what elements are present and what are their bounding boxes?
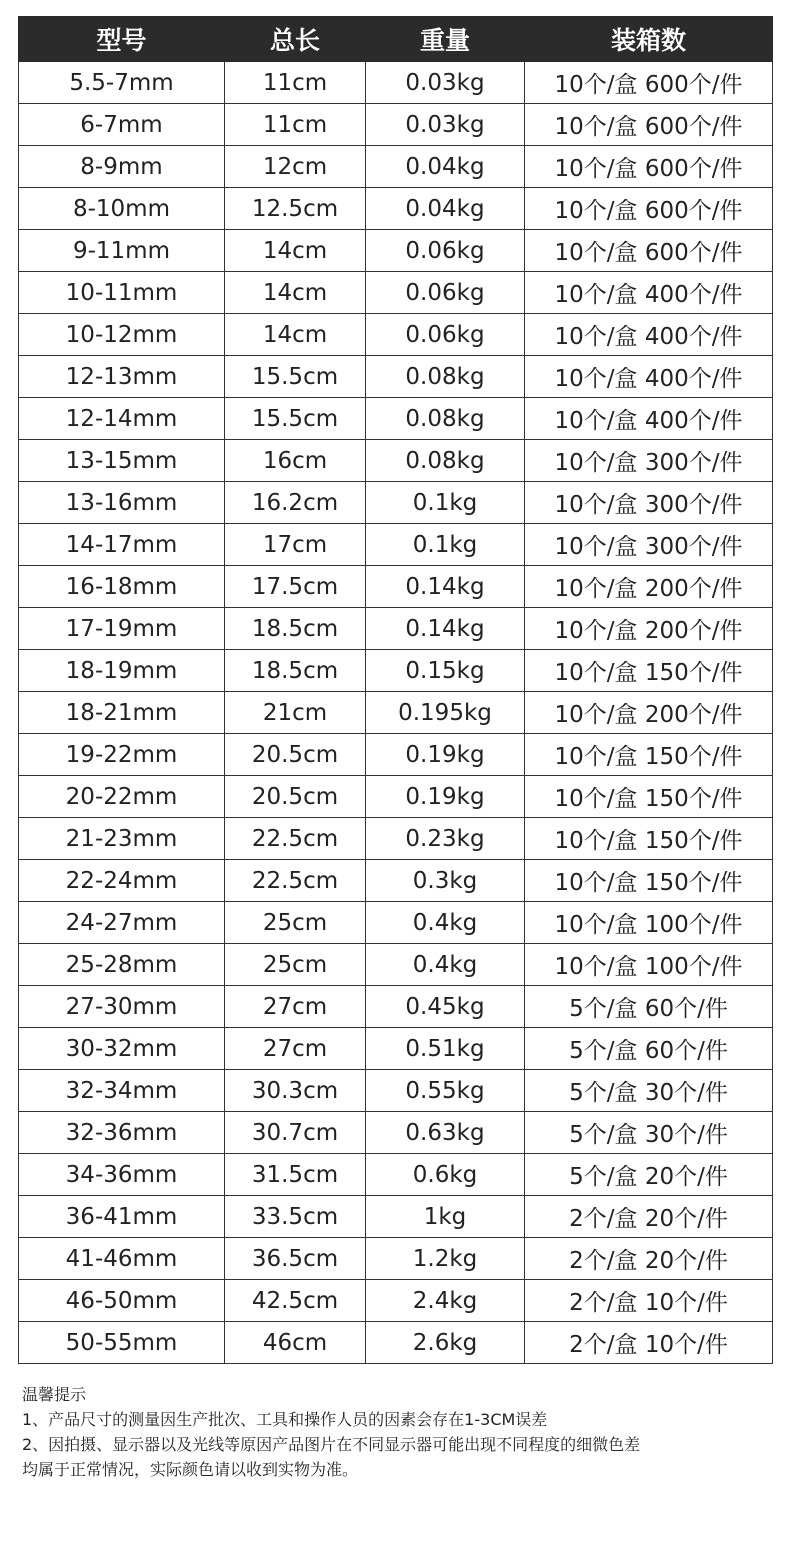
header-length: 总长 <box>225 17 366 62</box>
table-row <box>19 566 773 608</box>
table-row <box>19 1070 773 1112</box>
cell-length: 30.3cm <box>225 1070 366 1112</box>
cell-model: 16-18mm <box>19 566 225 608</box>
cell-packing: 10个/盒 600个/件 <box>525 230 773 272</box>
cell-weight: 0.08kg <box>366 440 525 482</box>
header-model: 型号 <box>19 17 225 62</box>
cell-packing: 10个/盒 150个/件 <box>525 734 773 776</box>
table-row <box>19 818 773 860</box>
table-body <box>19 62 773 1364</box>
table-row <box>19 734 773 776</box>
cell-weight: 0.03kg <box>366 62 525 104</box>
cell-packing: 10个/盒 200个/件 <box>525 692 773 734</box>
cell-weight: 0.6kg <box>366 1154 525 1196</box>
cell-length: 27cm <box>225 1028 366 1070</box>
cell-length: 22.5cm <box>225 818 366 860</box>
cell-packing: 10个/盒 150个/件 <box>525 818 773 860</box>
cell-model: 12-14mm <box>19 398 225 440</box>
notes-line-3: 均属于正常情况，实际颜色请以收到实物为准。 <box>22 1460 359 1479</box>
cell-weight: 0.08kg <box>366 398 525 440</box>
table-row <box>19 272 773 314</box>
cell-model: 8-10mm <box>19 188 225 230</box>
cell-weight: 0.45kg <box>366 986 525 1028</box>
cell-length: 30.7cm <box>225 1112 366 1154</box>
cell-model: 5.5-7mm <box>19 62 225 104</box>
cell-weight: 0.06kg <box>366 314 525 356</box>
cell-packing: 5个/盒 60个/件 <box>525 986 773 1028</box>
cell-length: 20.5cm <box>225 776 366 818</box>
cell-packing: 5个/盒 20个/件 <box>525 1154 773 1196</box>
table-row <box>19 1112 773 1154</box>
cell-packing: 10个/盒 400个/件 <box>525 314 773 356</box>
cell-packing: 10个/盒 100个/件 <box>525 902 773 944</box>
cell-model: 10-11mm <box>19 272 225 314</box>
table-row <box>19 776 773 818</box>
cell-model: 36-41mm <box>19 1196 225 1238</box>
notes-line-1: 1、产品尺寸的测量因生产批次、工具和操作人员的因素会存在1-3CM误差 <box>22 1410 548 1429</box>
table-row <box>19 230 773 272</box>
cell-length: 12.5cm <box>225 188 366 230</box>
cell-length: 14cm <box>225 314 366 356</box>
cell-packing: 10个/盒 400个/件 <box>525 398 773 440</box>
cell-model: 21-23mm <box>19 818 225 860</box>
table-row <box>19 1028 773 1070</box>
cell-weight: 0.14kg <box>366 608 525 650</box>
table-row <box>19 1280 773 1322</box>
table-row <box>19 356 773 398</box>
cell-model: 46-50mm <box>19 1280 225 1322</box>
cell-packing: 10个/盒 400个/件 <box>525 356 773 398</box>
cell-length: 17.5cm <box>225 566 366 608</box>
cell-model: 32-34mm <box>19 1070 225 1112</box>
header-weight: 重量 <box>366 17 525 62</box>
cell-packing: 10个/盒 100个/件 <box>525 944 773 986</box>
table-row <box>19 608 773 650</box>
cell-packing: 5个/盒 30个/件 <box>525 1070 773 1112</box>
cell-packing: 10个/盒 300个/件 <box>525 524 773 566</box>
table-row <box>19 314 773 356</box>
cell-weight: 0.15kg <box>366 650 525 692</box>
cell-packing: 10个/盒 300个/件 <box>525 482 773 524</box>
cell-weight: 0.51kg <box>366 1028 525 1070</box>
cell-packing: 10个/盒 600个/件 <box>525 188 773 230</box>
cell-model: 25-28mm <box>19 944 225 986</box>
cell-packing: 10个/盒 150个/件 <box>525 860 773 902</box>
cell-weight: 0.06kg <box>366 272 525 314</box>
cell-length: 42.5cm <box>225 1280 366 1322</box>
cell-packing: 5个/盒 30个/件 <box>525 1112 773 1154</box>
cell-weight: 0.63kg <box>366 1112 525 1154</box>
notes-section <box>22 1382 772 1482</box>
cell-model: 24-27mm <box>19 902 225 944</box>
cell-packing: 10个/盒 400个/件 <box>525 272 773 314</box>
cell-length: 17cm <box>225 524 366 566</box>
cell-weight: 0.03kg <box>366 104 525 146</box>
cell-model: 22-24mm <box>19 860 225 902</box>
cell-length: 46cm <box>225 1322 366 1364</box>
cell-length: 14cm <box>225 272 366 314</box>
table-row <box>19 62 773 104</box>
table-row <box>19 188 773 230</box>
cell-length: 15.5cm <box>225 398 366 440</box>
cell-model: 8-9mm <box>19 146 225 188</box>
cell-length: 16.2cm <box>225 482 366 524</box>
cell-length: 12cm <box>225 146 366 188</box>
header-packing: 装箱数 <box>525 17 773 62</box>
cell-weight: 0.14kg <box>366 566 525 608</box>
cell-model: 27-30mm <box>19 986 225 1028</box>
cell-weight: 0.04kg <box>366 146 525 188</box>
cell-packing: 2个/盒 20个/件 <box>525 1196 773 1238</box>
spec-table <box>18 16 773 1364</box>
cell-packing: 10个/盒 150个/件 <box>525 650 773 692</box>
table-row <box>19 692 773 734</box>
cell-model: 10-12mm <box>19 314 225 356</box>
cell-length: 14cm <box>225 230 366 272</box>
cell-weight: 0.06kg <box>366 230 525 272</box>
table-row <box>19 104 773 146</box>
cell-model: 32-36mm <box>19 1112 225 1154</box>
cell-length: 22.5cm <box>225 860 366 902</box>
cell-packing: 2个/盒 10个/件 <box>525 1322 773 1364</box>
table-row <box>19 398 773 440</box>
cell-weight: 2.6kg <box>366 1322 525 1364</box>
cell-weight: 0.4kg <box>366 902 525 944</box>
cell-length: 11cm <box>225 62 366 104</box>
cell-length: 25cm <box>225 902 366 944</box>
table-row <box>19 440 773 482</box>
cell-model: 50-55mm <box>19 1322 225 1364</box>
cell-model: 13-16mm <box>19 482 225 524</box>
cell-weight: 2.4kg <box>366 1280 525 1322</box>
cell-length: 21cm <box>225 692 366 734</box>
cell-model: 34-36mm <box>19 1154 225 1196</box>
cell-packing: 2个/盒 20个/件 <box>525 1238 773 1280</box>
table-row <box>19 650 773 692</box>
cell-length: 15.5cm <box>225 356 366 398</box>
cell-packing: 5个/盒 60个/件 <box>525 1028 773 1070</box>
cell-weight: 1.2kg <box>366 1238 525 1280</box>
cell-model: 14-17mm <box>19 524 225 566</box>
cell-model: 6-7mm <box>19 104 225 146</box>
cell-model: 13-15mm <box>19 440 225 482</box>
cell-weight: 0.04kg <box>366 188 525 230</box>
cell-length: 18.5cm <box>225 650 366 692</box>
cell-model: 18-21mm <box>19 692 225 734</box>
cell-packing: 10个/盒 600个/件 <box>525 104 773 146</box>
table-row <box>19 1238 773 1280</box>
cell-weight: 0.55kg <box>366 1070 525 1112</box>
cell-model: 12-13mm <box>19 356 225 398</box>
cell-length: 20.5cm <box>225 734 366 776</box>
cell-length: 11cm <box>225 104 366 146</box>
table-row <box>19 860 773 902</box>
cell-length: 33.5cm <box>225 1196 366 1238</box>
table-row <box>19 1196 773 1238</box>
cell-length: 36.5cm <box>225 1238 366 1280</box>
header-row <box>19 17 773 62</box>
cell-packing: 2个/盒 10个/件 <box>525 1280 773 1322</box>
cell-length: 31.5cm <box>225 1154 366 1196</box>
cell-weight: 0.19kg <box>366 734 525 776</box>
cell-model: 20-22mm <box>19 776 225 818</box>
notes-title: 温馨提示 <box>22 1385 87 1404</box>
cell-weight: 0.1kg <box>366 482 525 524</box>
notes-line-2: 2、因拍摄、显示器以及光线等原因产品图片在不同显示器可能出现不同程度的细微色差 <box>22 1435 641 1454</box>
cell-packing: 10个/盒 150个/件 <box>525 776 773 818</box>
cell-packing: 10个/盒 200个/件 <box>525 566 773 608</box>
cell-model: 30-32mm <box>19 1028 225 1070</box>
cell-model: 41-46mm <box>19 1238 225 1280</box>
cell-packing: 10个/盒 600个/件 <box>525 62 773 104</box>
cell-length: 25cm <box>225 944 366 986</box>
cell-weight: 0.08kg <box>366 356 525 398</box>
table-row <box>19 1322 773 1364</box>
cell-length: 18.5cm <box>225 608 366 650</box>
table-row <box>19 146 773 188</box>
table-row <box>19 986 773 1028</box>
table-row <box>19 902 773 944</box>
cell-packing: 10个/盒 200个/件 <box>525 608 773 650</box>
table-row <box>19 1154 773 1196</box>
cell-weight: 0.19kg <box>366 776 525 818</box>
cell-length: 27cm <box>225 986 366 1028</box>
table-header <box>19 17 773 62</box>
cell-weight: 0.4kg <box>366 944 525 986</box>
table-row <box>19 524 773 566</box>
cell-weight: 0.3kg <box>366 860 525 902</box>
table-row <box>19 944 773 986</box>
cell-weight: 0.1kg <box>366 524 525 566</box>
cell-model: 9-11mm <box>19 230 225 272</box>
cell-model: 19-22mm <box>19 734 225 776</box>
cell-model: 17-19mm <box>19 608 225 650</box>
cell-packing: 10个/盒 300个/件 <box>525 440 773 482</box>
table-row <box>19 482 773 524</box>
cell-length: 16cm <box>225 440 366 482</box>
cell-weight: 1kg <box>366 1196 525 1238</box>
cell-weight: 0.195kg <box>366 692 525 734</box>
cell-model: 18-19mm <box>19 650 225 692</box>
cell-weight: 0.23kg <box>366 818 525 860</box>
cell-packing: 10个/盒 600个/件 <box>525 146 773 188</box>
